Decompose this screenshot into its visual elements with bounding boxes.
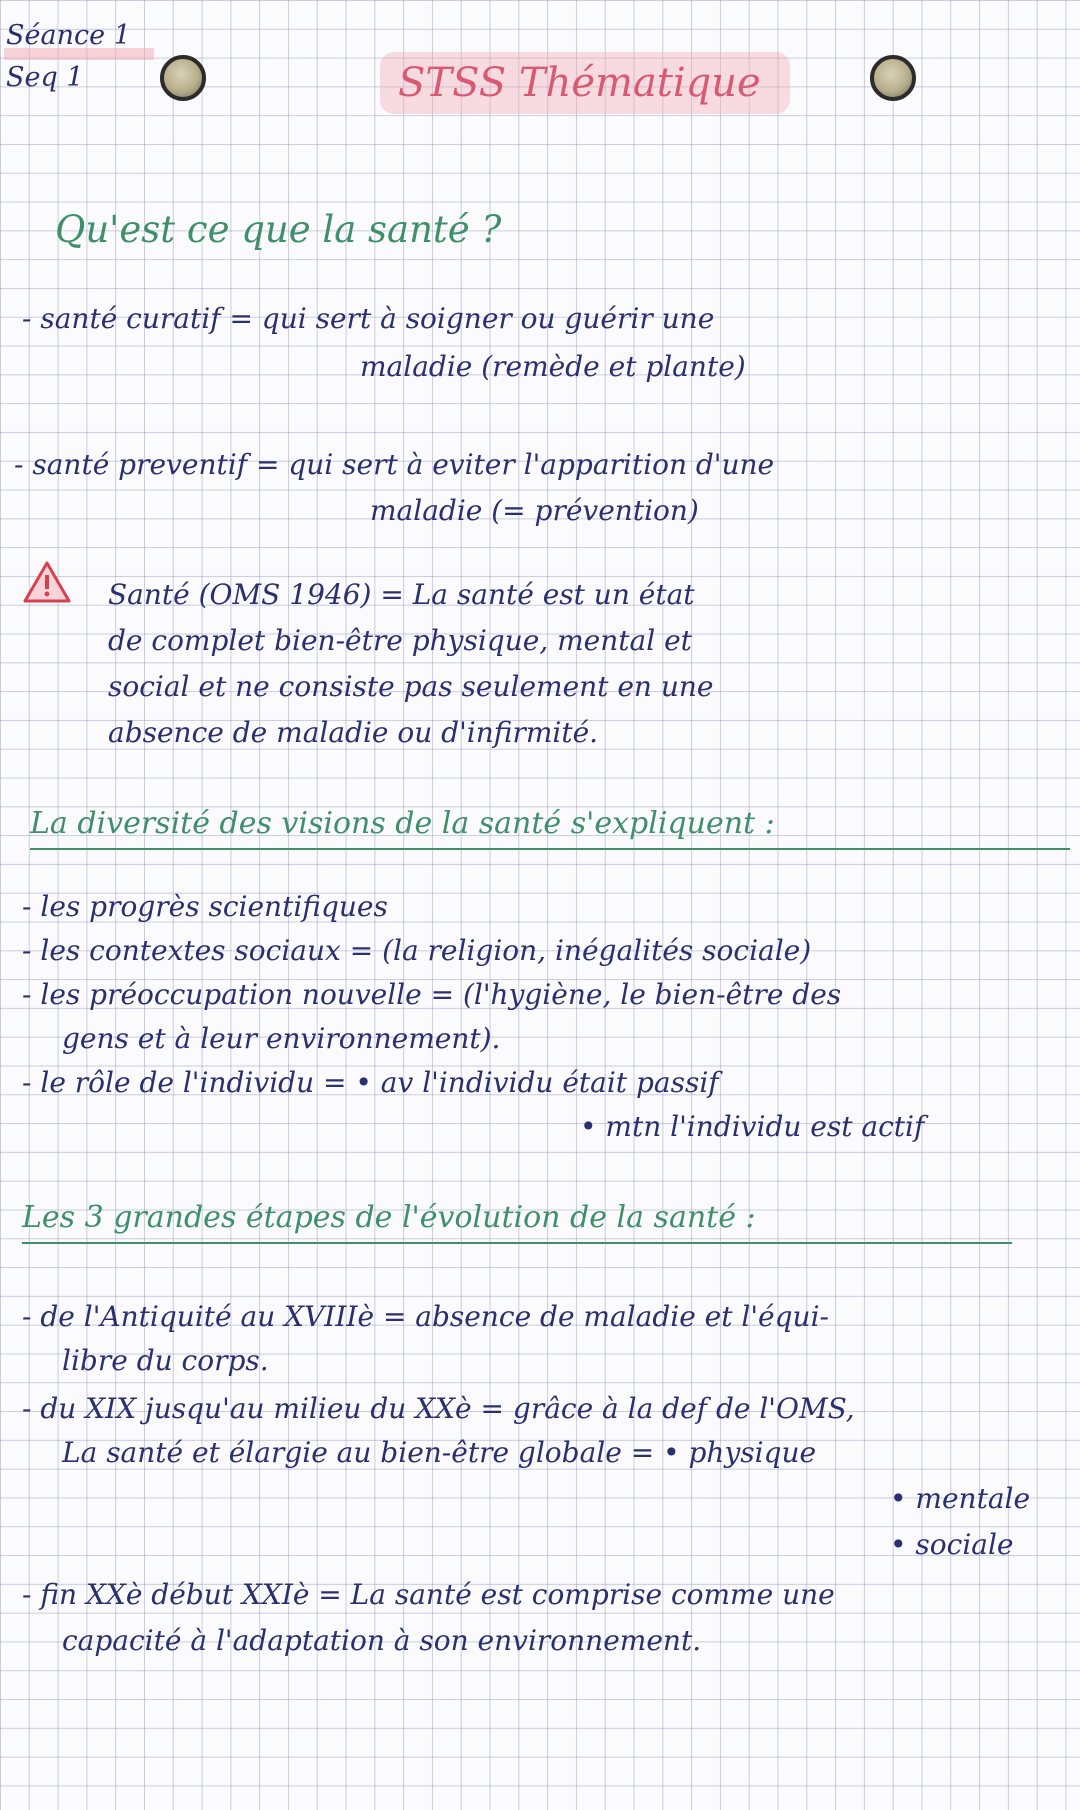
warning-triangle-icon (22, 560, 72, 604)
diversity-item-1: - les progrès scientifiques (22, 890, 388, 923)
definition-preventif-line1: - santé preventif = qui sert à eviter l'apparition d'une (14, 448, 775, 481)
stages-heading: Les 3 grandes étapes de l'évolution de la santé : (22, 1200, 756, 1235)
definition-preventif-line2: maladie (= prévention) (370, 494, 699, 527)
stage-item-2-social: • sociale (890, 1528, 1014, 1561)
binder-hole-right (870, 55, 916, 101)
page-title: STSS Thématique (398, 60, 761, 106)
oms-line-4: absence de maladie ou d'infirmité. (108, 716, 599, 749)
diversity-item-3-cont: gens et à leur environnement). (62, 1022, 501, 1055)
diversity-item-3: - les préoccupation nouvelle = (l'hygiène, le bien-être des (22, 978, 842, 1011)
stage-item-2: - du XIX jusqu'au milieu du XXè = grâce à la def de l'OMS, (22, 1392, 855, 1425)
stage-item-2-mental: • mentale (890, 1482, 1031, 1515)
section-question: Qu'est ce que la santé ? (55, 208, 502, 251)
diversity-item-4-cont: • mtn l'individu est actif (580, 1110, 925, 1143)
diversity-heading: La diversité des visions de la santé s'expliquent : (30, 806, 775, 841)
stage-item-2-cont: La santé et élargie au bien-être globale = • physique (62, 1436, 817, 1469)
binder-hole-left (160, 55, 206, 101)
stage-item-3-cont: capacité à l'adaptation à son environnement. (62, 1624, 702, 1657)
oms-line-3: social et ne consiste pas seulement en une (108, 670, 714, 703)
sequence-label: Seq 1 (6, 62, 84, 93)
definition-curatif-line2: maladie (remède et plante) (360, 350, 746, 383)
seance-label: Séance 1 (6, 20, 131, 51)
diversity-item-4: - le rôle de l'individu = • av l'individu était passif (22, 1066, 719, 1099)
oms-line-1: Santé (OMS 1946) = La santé est un état (108, 578, 695, 611)
definition-curatif-line1: - santé curatif = qui sert à soigner ou guérir une (22, 302, 715, 335)
stage-item-1: - de l'Antiquité au XVIIIè = absence de maladie et l'équi- (22, 1300, 829, 1333)
stage-item-3: - fin XXè début XXIè = La santé est comprise comme une (22, 1578, 835, 1611)
stages-heading-underline (22, 1242, 1012, 1244)
oms-line-2: de complet bien-être physique, mental et (108, 624, 692, 657)
diversity-item-2: - les contextes sociaux = (la religion, inégalités sociale) (22, 934, 812, 967)
diversity-heading-underline (30, 848, 1070, 850)
stage-item-1-cont: libre du corps. (62, 1344, 269, 1377)
